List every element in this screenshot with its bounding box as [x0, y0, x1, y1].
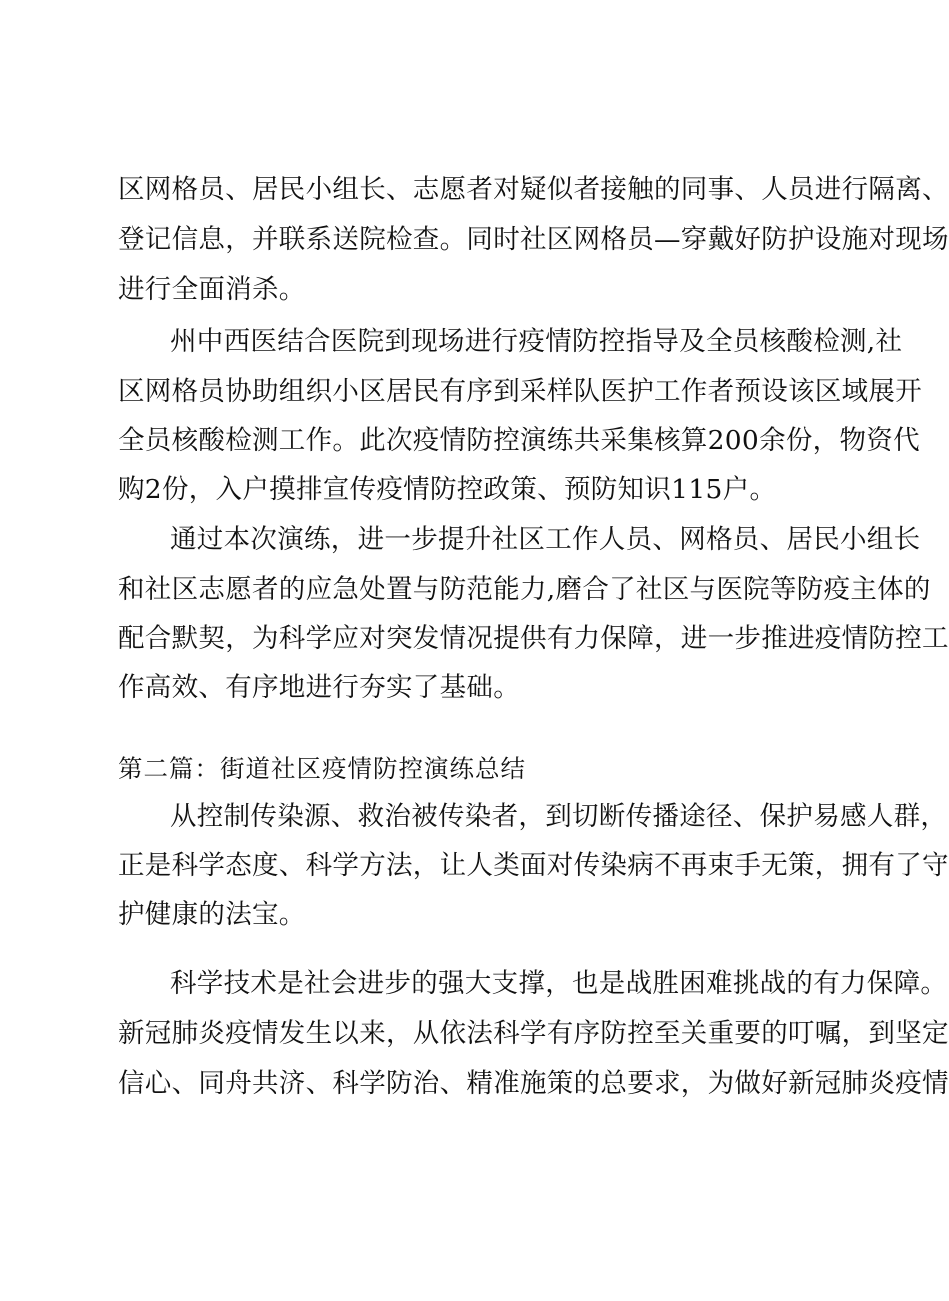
paragraph-1-line-2: 登记信息，并联系送院检查。同时社区网格员—穿戴好防护设施对现场	[118, 224, 949, 255]
paragraph-2-line-4: 购2份，入户摸排宣传疫情防控政策、预防知识115户。	[118, 474, 777, 505]
paragraph-2-line-2: 区网格员协助组织小区居民有序到采样队医护工作者预设该区域展开	[118, 376, 922, 407]
paragraph-3-line-1: 通过本次演练，进一步提升社区工作人员、网格员、居民小组长	[170, 524, 921, 555]
paragraph-4-line-1: 从控制传染源、救治被传染者，到切断传播途径、保护易感人群，	[170, 801, 948, 832]
paragraph-4-line-3: 护健康的法宝。	[118, 899, 306, 930]
paragraph-2-line-1: 州中西医结合医院到现场进行疫情防控指导及全员核酸检测,社	[170, 326, 903, 357]
paragraph-5-line-1: 科学技术是社会进步的强大支撑，也是战胜困难挑战的有力保障。	[170, 968, 948, 999]
paragraph-3-line-4: 作高效、有序地进行夯实了基础。	[118, 672, 520, 703]
paragraph-1-line-1: 区网格员、居民小组长、志愿者对疑似者接触的同事、人员进行隔离、	[118, 174, 949, 205]
paragraph-1-line-3: 进行全面消杀。	[118, 274, 306, 305]
paragraph-4-line-2: 正是科学态度、科学方法，让人类面对传染病不再束手无策，拥有了守	[118, 850, 949, 881]
paragraph-5-line-2: 新冠肺炎疫情发生以来，从依法科学有序防控至关重要的叮嘱，到坚定	[118, 1018, 949, 1049]
section-heading: 第二篇：街道社区疫情防控演练总结	[118, 754, 526, 783]
paragraph-5-line-3: 信心、同舟共济、科学防治、精准施策的总要求，为做好新冠肺炎疫情	[118, 1068, 949, 1099]
paragraph-3-line-3: 配合默契，为科学应对突发情况提供有力保障，进一步推进疫情防控工	[118, 623, 949, 654]
paragraph-3-line-2: 和社区志愿者的应急处置与防范能力,磨合了社区与医院等防疫主体的	[118, 574, 931, 605]
paragraph-2-line-3: 全员核酸检测工作。此次疫情防控演练共采集核算200余份，物资代	[118, 425, 920, 456]
